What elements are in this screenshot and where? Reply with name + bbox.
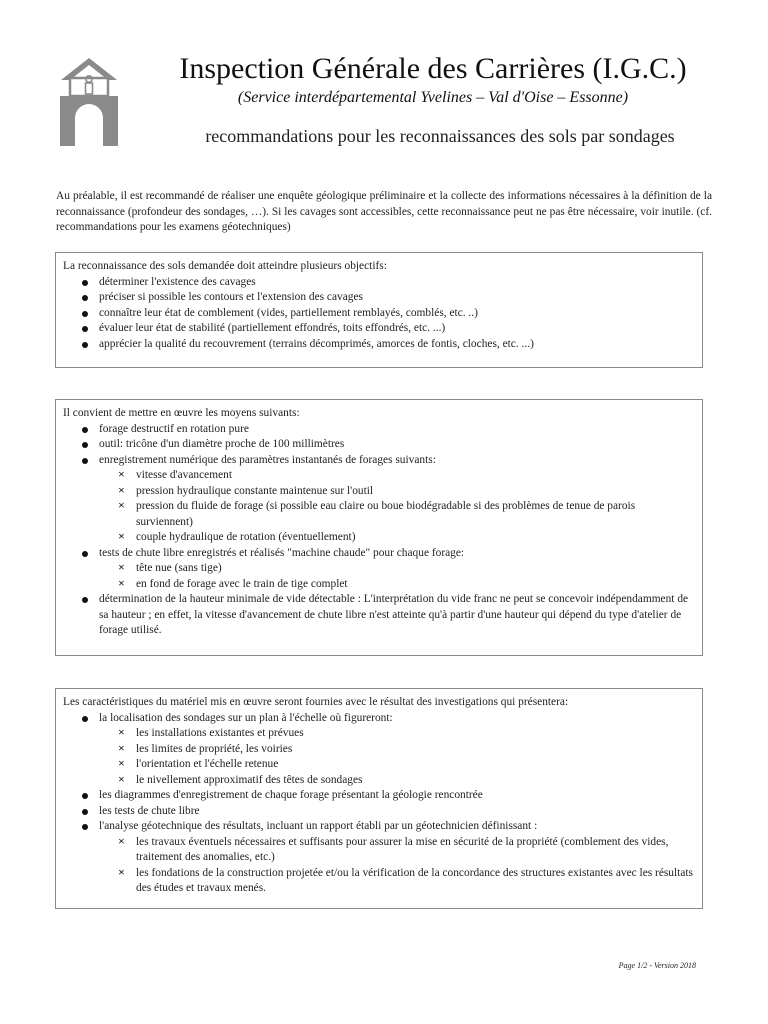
list-item: évaluer leur état de stabilité (partiellement effondrés, toits effondrés, etc. ...) [79,321,694,337]
service-subtitle: (Service interdépartemental Yvelines – Val d'Oise – Essonne) [237,89,629,106]
list-item-text: outil: tricône d'un diamètre proche de 100 millimètres [99,438,345,450]
list-item [79,788,694,804]
list-item: préciser si possible les contours et l'extension des cavages [79,290,694,306]
means-list [63,422,694,639]
sub-list-item: × les limites de propriété, les voiries [118,742,694,758]
list-item-text: enregistrement numérique des paramètres instantanés de forages suivants: [99,453,436,466]
list-item-text: tests de chute libre enregistrés et réalisés "machine chaude" pour chaque forage: [99,546,465,559]
means-box [55,399,703,656]
list-item [79,804,694,820]
list-item-text: forage destructif en rotation pure [99,422,249,435]
sub-list-item: × les fondations de la construction projetée et/ou la vérification de la concordance des structures existantes avec les résultats des études et travaux menés. [118,866,694,897]
sub-list [99,468,694,546]
sub-list-item: × les travaux éventuels nécessaires et suffisants pour assurer la mise en sécurité de la propriété (comblement des vides, traitement des anomalies, etc.) [118,835,694,866]
sub-list-item: × vitesse d'avancement [118,468,694,484]
sub-list-item: × tête nue (sans tige) [118,561,694,577]
igc-logo [58,56,120,146]
objectives-heading: La reconnaissance des sols demandée doit atteindre plusieurs objectifs: [63,260,387,272]
sub-list-item: × l'orientation et l'échelle retenue [118,757,694,773]
sub-list-item: × les installations existantes et prévues [118,726,694,742]
deliverables-box [55,688,703,909]
sub-list [99,835,694,897]
list-item [79,546,694,593]
list-item: déterminer l'existence des cavages [79,275,694,291]
list-item-text: les diagrammes d'enregistrement de chaque forage présentant la géologie rencontrée [99,789,483,801]
page-title: Inspection Générale des Carrières (I.G.C.) [179,52,687,85]
list-item-text: la localisation des sondages sur un plan à l'échelle où figureront: [99,711,393,724]
objectives-list [63,275,694,353]
list-item [79,819,694,897]
sub-list-item: × le nivellement approximatif des têtes de sondages [118,773,694,789]
sub-list-item: × pression hydraulique constante maintenue sur l'outil [118,484,694,500]
sub-list-item: × en fond de forage avec le train de tige complet [118,577,694,593]
list-item [79,437,694,453]
list-item [79,592,694,639]
sub-list-item: × pression du fluide de forage (si possible eau claire ou boue biodégradable si des problèmes de tenue de parois surviennent) [118,499,694,530]
list-item [79,453,694,546]
deliverables-heading: Les caractéristiques du matériel mis en œuvre seront fournies avec le résultat des investigations qui présentera: [63,696,569,708]
objectives-box [55,252,703,368]
sub-list [99,561,694,592]
document-heading: recommandations pour les reconnaissances des sols par sondages [205,126,675,146]
sub-list [99,726,694,788]
list-item [79,422,694,438]
means-heading: Il convient de mettre en œuvre les moyens suivants: [63,407,300,419]
intro-paragraph: Au préalable, il est recommandé de réaliser une enquête géologique préliminaire et la collecte des informations nécessaires à la définition de la reconnaissance (profondeur des sondages, …). Si les cavages sont accessibles, cette reconnaissance peut ne pas être nécessaire, voir inutile. (cf. recommandations pour les examens géotechniques) [56,190,712,234]
deliverables-list [63,711,694,897]
list-item [79,711,694,789]
page-footer: Page 1/2 - Version 2018 [618,961,696,970]
list-item: connaître leur état de comblement (vides, partiellement remblayés, comblés, etc. ..) [79,306,694,322]
list-item-text: détermination de la hauteur minimale de vide détectable : L'interprétation du vide franc ne peut se concevoir indépendamment de sa hauteur ; en effet, la vitesse d'avancement de chute libre n'est atteinte qu'à partir d'une hauteur qui dépend du type d'atelier de forage utilisé. [99,593,689,636]
list-item-text: l'analyse géotechnique des résultats, incluant un rapport établi par un géotechnicien définissant : [99,820,538,832]
list-item-text: les tests de chute libre [99,804,200,817]
sub-list-item: × couple hydraulique de rotation (éventuellement) [118,530,694,546]
list-item: apprécier la qualité du recouvrement (terrains décomprimés, amorces de fontis, cloches, etc. ...) [79,337,694,353]
